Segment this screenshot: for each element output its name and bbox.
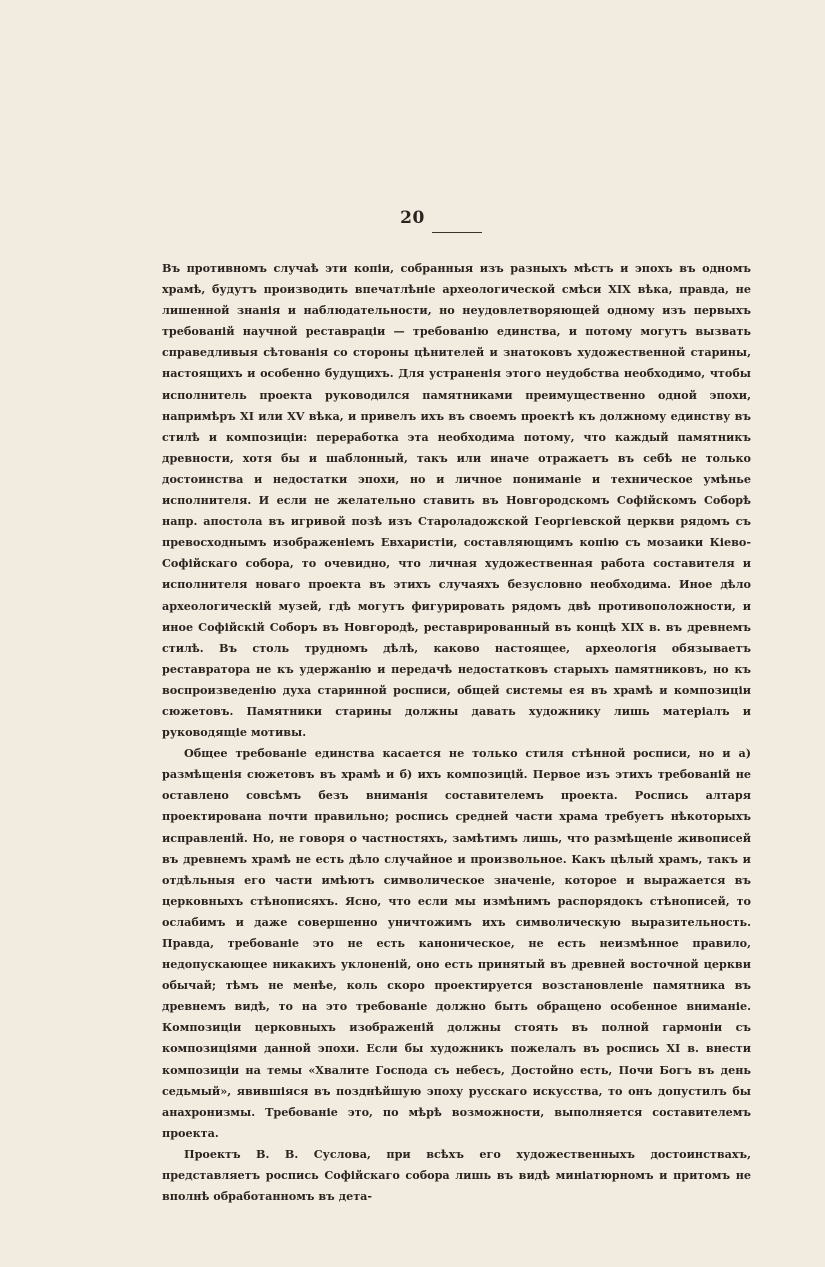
page-number: 20 [400,208,425,228]
page-number-underline [432,232,482,233]
body-text [162,258,751,1207]
paragraph-1: Въ противномъ случаѣ эти копіи, собранныя изъ разныхъ мѣстъ и эпохъ въ одномъ храмѣ, будутъ производить впечатлѣніе археологической смѣси XIX вѣка, правда, не лишенной знанія и наблюдательности, но неудовлетворяющей одному изъ первыхъ требованій научной реставраціи — требованію единства, и потому могутъ вызвать справедливыя сѣтованія со стороны цѣнителей и знатоковъ художественной старины, настоящихъ и особенно будущихъ. Для устраненія этого неудобства необходимо, чтобы исполнитель проекта руководился памятниками преимущественно одной эпохи, напримѣръ XI или XV вѣка, и привелъ ихъ въ своемъ проектѣ къ должному единству въ стилѣ и композиціи: переработка эта необходима потому, что каждый памятникъ древности, хотя бы и шаблонный, такъ или иначе отражаетъ въ себѣ не только достоинства и недостатки эпохи, но и личное пониманіе и техническое умѣнье исполнителя. И если не желательно ставить въ Новгородскомъ Софійскомъ Соборѣ напр. апостола въ игривой позѣ изъ Староладожской Георгіевской церкви рядомъ съ превосходнымъ изображеніемъ Евхаристіи, составляющимъ копію съ мозаики Кіево-Софійскаго собора, то очевидно, что личная художественная работа составителя и исполнителя новаго проекта въ этихъ случаяхъ безусловно необходима. Иное дѣло археологическій музей, гдѣ могутъ фигурировать рядомъ двѣ противоположности, и иное Софійскій Соборъ въ Новгородѣ, реставрированный въ концѣ XIX в. въ древнемъ стилѣ. Въ столь трудномъ дѣлѣ, каково настоящее, археологія обязываетъ реставратора не къ удержанію и передачѣ недостатковъ старыхъ памятниковъ, но къ воспроизведенію духа старинной росписи, общей системы ея въ храмѣ и композиціи сюжетовъ. Памятники старины должны давать художнику лишь матеріалъ и руководящіе мотивы. [162,261,751,740]
paragraph-2: Общее требованіе единства касается не только стиля стѣнной росписи, но и а) размѣщенія сюжетовъ въ храмѣ и б) ихъ композицій. Первое изъ этихъ требованій не оставлено совсѣмъ безъ вниманія составителемъ проекта. Роспись алтаря проектирована почти правильно; роспись средней части храма требуетъ нѣкоторыхъ исправленій. Но, не говоря о частностяхъ, замѣтимъ лишь, что размѣщеніе живописей въ древнемъ храмѣ не есть дѣло случайное и произвольное. Какъ цѣлый храмъ, такъ и отдѣльныя его части имѣютъ символическое значеніе, которое и выражается въ церковныхъ стѣнописяхъ. Ясно, что если мы измѣнимъ распорядокъ стѣнописей, то ослабимъ и даже совершенно уничтожимъ ихъ символическую выразительность. Правда, требованіе это не есть каноническое, не есть неизмѣнное правило, недопускающее никакихъ уклоненій, оно есть принятый въ древней восточной церкви обычай; тѣмъ не менѣе, коль скоро проектируется возстановленіе памятника въ древнемъ видѣ, то на это требованіе должно быть обращено особенное вниманіе. Композиціи церковныхъ изображеній должны стоять въ полной гармоніи съ композиціями данной эпохи. Если бы художникъ пожелалъ въ роспись XI в. внести композиціи на темы «Хвалите Господа съ небесъ, Достойно есть, Почи Богъ въ день седьмый», явившіяся въ позднѣйшую эпоху русскаго искусства, то онъ допустилъ бы анахронизмы. Требованіе это, по мѣрѣ возможности, выполняется составителемъ проекта. [162,746,751,1140]
paragraph-3: Проектъ В. В. Суслова, при всѣхъ его художественныхъ достоинствахъ, представляетъ роспись Софійскаго собора лишь въ видѣ миніатюрномъ и притомъ не вполнѣ обработанномъ въ дета- [162,1146,751,1204]
